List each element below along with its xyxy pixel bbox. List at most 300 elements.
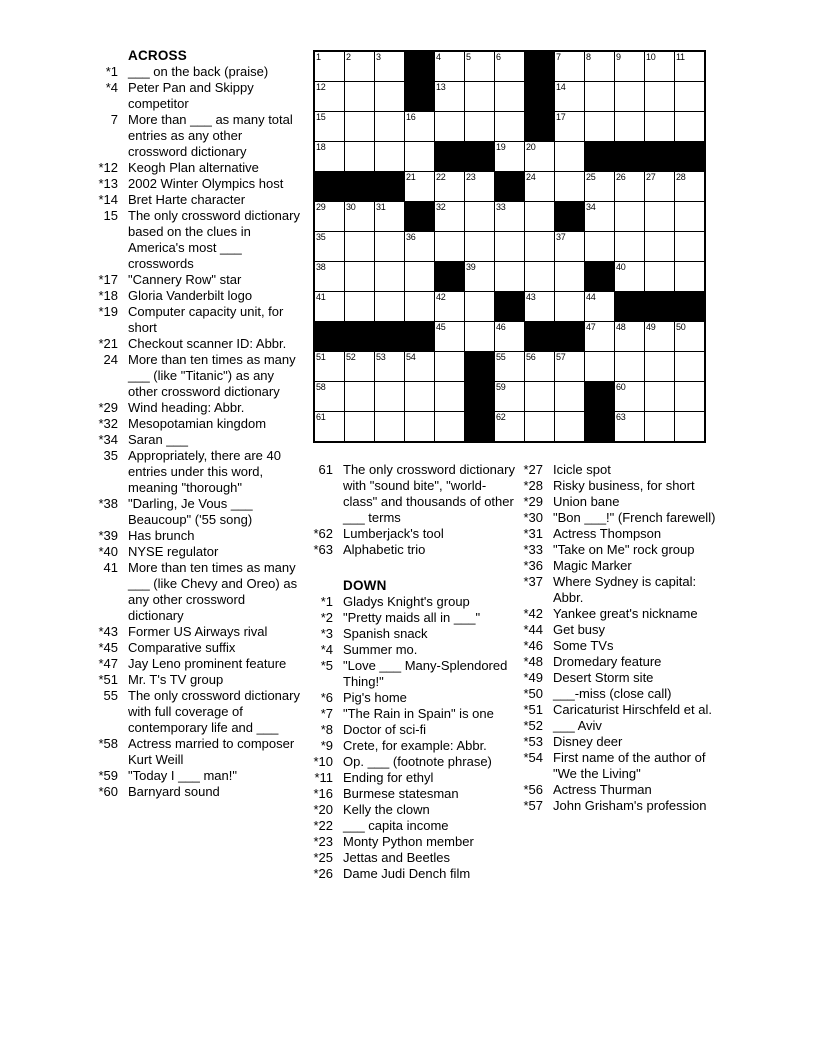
grid-cell-white[interactable] bbox=[375, 142, 404, 171]
grid-cell-white[interactable] bbox=[645, 202, 674, 231]
grid-cell-black bbox=[615, 142, 644, 171]
cell-number: 43 bbox=[526, 292, 536, 302]
clue-text: Alphabetic trio bbox=[343, 542, 426, 557]
cell-number: 1 bbox=[316, 52, 321, 62]
grid-cell-white[interactable] bbox=[645, 112, 674, 141]
down-clue bbox=[297, 754, 517, 770]
down-clue bbox=[507, 654, 729, 670]
clue-number: *38 bbox=[98, 496, 118, 511]
grid-cell-white[interactable] bbox=[375, 412, 404, 441]
grid-cell-black bbox=[555, 202, 584, 231]
clue-text: Jettas and Beetles bbox=[343, 850, 450, 865]
cell-number: 9 bbox=[616, 52, 621, 62]
grid-cell-white[interactable] bbox=[405, 262, 434, 291]
across-clue bbox=[82, 64, 300, 80]
down-clue bbox=[297, 610, 517, 626]
across-clue bbox=[82, 160, 300, 176]
clue-text: More than ___ as many total entries as any other crossword dictionary bbox=[128, 112, 293, 159]
across-clue bbox=[82, 112, 300, 160]
clue-text: "Cannery Row" star bbox=[128, 272, 242, 287]
grid-cell-white[interactable] bbox=[435, 82, 464, 111]
cell-number: 61 bbox=[316, 412, 326, 422]
grid-cell-white[interactable] bbox=[435, 382, 464, 411]
grid-cell-white[interactable] bbox=[525, 142, 554, 171]
grid-cell-white[interactable] bbox=[525, 382, 554, 411]
clue-text: Icicle spot bbox=[553, 462, 611, 477]
grid-cell-black bbox=[555, 322, 584, 351]
clue-text: Peter Pan and Skippy competitor bbox=[128, 80, 254, 111]
grid-cell-white[interactable] bbox=[495, 202, 524, 231]
clue-number: *11 bbox=[314, 770, 333, 785]
grid-cell-white[interactable] bbox=[675, 112, 704, 141]
cell-number: 37 bbox=[556, 232, 566, 242]
grid-cell-white[interactable] bbox=[645, 232, 674, 261]
grid-cell-white[interactable] bbox=[615, 382, 644, 411]
clue-text: "Love ___ Many-Splendored Thing!" bbox=[343, 658, 508, 689]
grid-cell-white[interactable] bbox=[435, 352, 464, 381]
clue-number: *47 bbox=[98, 656, 118, 671]
cell-number: 23 bbox=[466, 172, 476, 182]
clue-number: 7 bbox=[110, 112, 118, 127]
clue-number: *33 bbox=[523, 542, 543, 557]
grid-cell-white[interactable] bbox=[495, 262, 524, 291]
grid-cell-black bbox=[375, 322, 404, 351]
clue-text: "Today I ___ man!" bbox=[128, 768, 237, 783]
cell-number: 26 bbox=[616, 172, 626, 182]
grid-cell-white[interactable] bbox=[585, 52, 614, 81]
grid-cell-white[interactable] bbox=[525, 232, 554, 261]
clue-number: *51 bbox=[98, 672, 118, 687]
clue-number: *51 bbox=[523, 702, 543, 717]
cell-number: 5 bbox=[466, 52, 471, 62]
grid-cell-white[interactable] bbox=[555, 262, 584, 291]
grid-cell-white[interactable] bbox=[375, 382, 404, 411]
grid-cell-white[interactable] bbox=[345, 202, 374, 231]
grid-cell-white[interactable] bbox=[615, 412, 644, 441]
clue-number: *4 bbox=[105, 80, 118, 95]
cell-number: 24 bbox=[526, 172, 536, 182]
grid-cell-white[interactable] bbox=[435, 172, 464, 201]
cell-number: 6 bbox=[496, 52, 501, 62]
grid-cell-white[interactable] bbox=[555, 292, 584, 321]
clue-number: *28 bbox=[523, 478, 543, 493]
clue-text: Checkout scanner ID: Abbr. bbox=[128, 336, 287, 351]
clue-text: Kelly the clown bbox=[343, 802, 430, 817]
grid-cell-white[interactable] bbox=[555, 52, 584, 81]
grid-cell-white[interactable] bbox=[615, 262, 644, 291]
grid-cell-white[interactable] bbox=[615, 322, 644, 351]
grid-cell-white[interactable] bbox=[645, 412, 674, 441]
grid-cell-white[interactable] bbox=[465, 52, 494, 81]
across-clue bbox=[82, 432, 300, 448]
grid-cell-white[interactable] bbox=[555, 352, 584, 381]
cell-number: 14 bbox=[556, 82, 566, 92]
across-clue bbox=[82, 288, 300, 304]
cell-number: 41 bbox=[316, 292, 326, 302]
grid-cell-white[interactable] bbox=[315, 382, 344, 411]
grid-cell-white[interactable] bbox=[585, 202, 614, 231]
clue-text: ___ on the back (praise) bbox=[128, 64, 269, 79]
cell-number: 40 bbox=[616, 262, 626, 272]
grid-cell-white[interactable] bbox=[375, 292, 404, 321]
grid-cell-white[interactable] bbox=[405, 142, 434, 171]
clue-number: *18 bbox=[98, 288, 118, 303]
grid-cell-white[interactable] bbox=[525, 352, 554, 381]
cell-number: 62 bbox=[496, 412, 506, 422]
clue-number: *53 bbox=[523, 734, 543, 749]
grid-cell-white[interactable] bbox=[315, 232, 344, 261]
grid-cell-white[interactable] bbox=[555, 232, 584, 261]
grid-cell-white[interactable] bbox=[345, 82, 374, 111]
across-clue bbox=[82, 688, 300, 736]
cell-number: 55 bbox=[496, 352, 506, 362]
grid-cell-white[interactable] bbox=[375, 112, 404, 141]
clue-number: 41 bbox=[103, 560, 118, 575]
grid-cell-white[interactable] bbox=[645, 382, 674, 411]
grid-cell-white[interactable] bbox=[465, 292, 494, 321]
grid-cell-white[interactable] bbox=[465, 322, 494, 351]
grid-cell-white[interactable] bbox=[555, 82, 584, 111]
clue-number: *30 bbox=[523, 510, 543, 525]
grid-cell-white[interactable] bbox=[675, 172, 704, 201]
grid-cell-black bbox=[345, 322, 374, 351]
grid-cell-black bbox=[315, 172, 344, 201]
clue-text: Jay Leno prominent feature bbox=[128, 656, 287, 671]
clue-number: *22 bbox=[313, 818, 333, 833]
grid-cell-black bbox=[465, 412, 494, 441]
down-clue bbox=[297, 594, 517, 610]
grid-cell-white[interactable] bbox=[315, 292, 344, 321]
grid-cell-white[interactable] bbox=[315, 52, 344, 81]
grid-cell-white[interactable] bbox=[435, 412, 464, 441]
clue-text: The only crossword dictionary based on the clues in America's most ___ crosswords bbox=[128, 208, 300, 271]
down-clue bbox=[297, 850, 517, 866]
grid-cell-white[interactable] bbox=[645, 82, 674, 111]
grid-cell-white[interactable] bbox=[525, 412, 554, 441]
grid-cell-white[interactable] bbox=[495, 112, 524, 141]
grid-cell-white[interactable] bbox=[375, 352, 404, 381]
grid-cell-black bbox=[495, 172, 524, 201]
grid-cell-white[interactable] bbox=[345, 382, 374, 411]
across-clue bbox=[82, 560, 300, 624]
grid-cell-white[interactable] bbox=[615, 172, 644, 201]
cell-number: 32 bbox=[436, 202, 446, 212]
grid-cell-white[interactable] bbox=[375, 232, 404, 261]
cell-number: 4 bbox=[436, 52, 441, 62]
clue-text: ___-miss (close call) bbox=[553, 686, 672, 701]
clue-number: *36 bbox=[523, 558, 543, 573]
across-clue bbox=[82, 304, 300, 336]
cell-number: 52 bbox=[346, 352, 356, 362]
down-clue bbox=[507, 798, 729, 814]
grid-cell-white[interactable] bbox=[585, 292, 614, 321]
across-clue bbox=[82, 176, 300, 192]
grid-cell-white[interactable] bbox=[345, 52, 374, 81]
clue-number: *6 bbox=[320, 690, 333, 705]
cell-number: 2 bbox=[346, 52, 351, 62]
clue-text: ___ capita income bbox=[343, 818, 449, 833]
clue-number: *49 bbox=[523, 670, 543, 685]
clue-text: Summer mo. bbox=[343, 642, 418, 657]
across-clue bbox=[82, 656, 300, 672]
right-clues-column bbox=[507, 462, 729, 814]
clue-number: *17 bbox=[98, 272, 118, 287]
down-clue bbox=[507, 702, 729, 718]
down-clue bbox=[507, 494, 729, 510]
clue-text: Gloria Vanderbilt logo bbox=[128, 288, 253, 303]
grid-cell-white[interactable] bbox=[465, 82, 494, 111]
across-clue bbox=[82, 528, 300, 544]
grid-cell-white[interactable] bbox=[615, 82, 644, 111]
grid-cell-black bbox=[435, 262, 464, 291]
grid-cell-white[interactable] bbox=[495, 382, 524, 411]
clue-number: *37 bbox=[523, 574, 543, 589]
grid-cell-white[interactable] bbox=[345, 292, 374, 321]
grid-cell-white[interactable] bbox=[615, 112, 644, 141]
grid-cell-white[interactable] bbox=[435, 292, 464, 321]
clue-text: More than ten times as many ___ (like "Titanic") as any other crossword dictionary bbox=[128, 352, 296, 399]
grid-cell-white[interactable] bbox=[465, 172, 494, 201]
down-clue bbox=[297, 770, 517, 786]
grid-cell-white[interactable] bbox=[405, 412, 434, 441]
grid-cell-white[interactable] bbox=[375, 52, 404, 81]
cell-number: 34 bbox=[586, 202, 596, 212]
grid-cell-white[interactable] bbox=[585, 112, 614, 141]
clue-text: Monty Python member bbox=[343, 834, 474, 849]
grid-cell-white[interactable] bbox=[345, 232, 374, 261]
grid-cell-white[interactable] bbox=[675, 412, 704, 441]
across-clues-column bbox=[82, 48, 300, 800]
grid-cell-white[interactable] bbox=[375, 202, 404, 231]
grid-cell-white[interactable] bbox=[435, 232, 464, 261]
clue-text: 2002 Winter Olympics host bbox=[128, 176, 284, 191]
grid-cell-white[interactable] bbox=[675, 352, 704, 381]
clue-text: John Grisham's profession bbox=[553, 798, 707, 813]
across-clue bbox=[297, 462, 517, 526]
clue-text: Some TVs bbox=[553, 638, 614, 653]
cell-number: 38 bbox=[316, 262, 326, 272]
grid-cell-white[interactable] bbox=[345, 112, 374, 141]
grid-cell-white[interactable] bbox=[465, 112, 494, 141]
grid-cell-white[interactable] bbox=[615, 352, 644, 381]
grid-cell-white[interactable] bbox=[675, 262, 704, 291]
grid-cell-white[interactable] bbox=[615, 202, 644, 231]
grid-cell-white[interactable] bbox=[465, 262, 494, 291]
grid-cell-white[interactable] bbox=[435, 52, 464, 81]
grid-cell-white[interactable] bbox=[585, 172, 614, 201]
down-clue bbox=[297, 786, 517, 802]
grid-cell-white[interactable] bbox=[495, 142, 524, 171]
clue-text: Spanish snack bbox=[343, 626, 428, 641]
clue-number: *31 bbox=[523, 526, 543, 541]
across-clue bbox=[82, 544, 300, 560]
down-clue bbox=[507, 622, 729, 638]
clue-text: Desert Storm site bbox=[553, 670, 654, 685]
clue-number: *29 bbox=[523, 494, 543, 509]
clue-number: *10 bbox=[313, 754, 333, 769]
grid-cell-white[interactable] bbox=[525, 292, 554, 321]
clue-number: *62 bbox=[313, 526, 333, 541]
across-clue bbox=[82, 672, 300, 688]
clue-number: *12 bbox=[98, 160, 118, 175]
down-clue bbox=[507, 734, 729, 750]
clue-number: 24 bbox=[103, 352, 118, 367]
clue-text: Barnyard sound bbox=[128, 784, 220, 799]
grid-cell-white[interactable] bbox=[495, 412, 524, 441]
cell-number: 45 bbox=[436, 322, 446, 332]
clue-number: 35 bbox=[103, 448, 118, 463]
grid-cell-white[interactable] bbox=[675, 52, 704, 81]
grid-cell-white[interactable] bbox=[645, 172, 674, 201]
grid-cell-white[interactable] bbox=[375, 262, 404, 291]
across-clue bbox=[82, 624, 300, 640]
grid-cell-white[interactable] bbox=[405, 232, 434, 261]
clue-text: Yankee great's nickname bbox=[553, 606, 698, 621]
grid-cell-white[interactable] bbox=[495, 52, 524, 81]
grid-cell-white[interactable] bbox=[615, 52, 644, 81]
across-clue bbox=[82, 496, 300, 528]
grid-cell-white[interactable] bbox=[435, 202, 464, 231]
grid-cell-white[interactable] bbox=[495, 232, 524, 261]
grid-cell-white[interactable] bbox=[345, 262, 374, 291]
cell-number: 27 bbox=[646, 172, 656, 182]
grid-cell-black bbox=[675, 292, 704, 321]
clue-text: "Pretty maids all in ___" bbox=[343, 610, 481, 625]
across-clue bbox=[82, 80, 300, 112]
grid-cell-white[interactable] bbox=[525, 262, 554, 291]
clue-number: *19 bbox=[98, 304, 118, 319]
grid-cell-black bbox=[465, 352, 494, 381]
grid-cell-white[interactable] bbox=[405, 292, 434, 321]
grid-cell-black bbox=[585, 382, 614, 411]
grid-cell-black bbox=[645, 292, 674, 321]
clue-number: *58 bbox=[98, 736, 118, 751]
grid-cell-black bbox=[645, 142, 674, 171]
grid-cell-white[interactable] bbox=[405, 172, 434, 201]
grid-cell-white[interactable] bbox=[585, 322, 614, 351]
grid-cell-white[interactable] bbox=[315, 202, 344, 231]
cell-number: 30 bbox=[346, 202, 356, 212]
clue-number: *7 bbox=[320, 706, 333, 721]
clue-number: 61 bbox=[318, 462, 333, 477]
down-clue bbox=[507, 478, 729, 494]
grid-cell-white[interactable] bbox=[555, 172, 584, 201]
grid-cell-white[interactable] bbox=[645, 352, 674, 381]
grid-cell-white[interactable] bbox=[555, 412, 584, 441]
cell-number: 56 bbox=[526, 352, 536, 362]
grid-cell-white[interactable] bbox=[645, 262, 674, 291]
down-clue bbox=[297, 866, 517, 882]
clue-number: *40 bbox=[98, 544, 118, 559]
grid-cell-white[interactable] bbox=[675, 232, 704, 261]
clue-text: More than ten times as many ___ (like Chevy and Oreo) as any other crossword dictionary bbox=[128, 560, 298, 623]
grid-cell-white[interactable] bbox=[315, 112, 344, 141]
grid-cell-black bbox=[435, 142, 464, 171]
grid-cell-white[interactable] bbox=[675, 382, 704, 411]
down-clue bbox=[297, 690, 517, 706]
grid-cell-white[interactable] bbox=[555, 382, 584, 411]
down-clue bbox=[297, 642, 517, 658]
grid-cell-white[interactable] bbox=[345, 352, 374, 381]
grid-cell-white[interactable] bbox=[315, 142, 344, 171]
grid-cell-white[interactable] bbox=[345, 412, 374, 441]
clue-text: Keogh Plan alternative bbox=[128, 160, 259, 175]
cell-number: 20 bbox=[526, 142, 536, 152]
clue-number: *42 bbox=[523, 606, 543, 621]
grid-cell-white[interactable] bbox=[435, 322, 464, 351]
grid-cell-white[interactable] bbox=[435, 112, 464, 141]
clue-number: *39 bbox=[98, 528, 118, 543]
clue-text: Comparative suffix bbox=[128, 640, 236, 655]
down-clue bbox=[507, 670, 729, 686]
cell-number: 12 bbox=[316, 82, 326, 92]
grid-cell-white[interactable] bbox=[675, 202, 704, 231]
grid-cell-white[interactable] bbox=[645, 322, 674, 351]
clue-text: "Darling, Je Vous ___ Beaucoup" ('55 song) bbox=[128, 496, 253, 527]
grid-cell-white[interactable] bbox=[585, 352, 614, 381]
grid-cell-white[interactable] bbox=[525, 202, 554, 231]
grid-cell-white[interactable] bbox=[495, 82, 524, 111]
grid-cell-black bbox=[585, 142, 614, 171]
clue-number: *45 bbox=[98, 640, 118, 655]
grid-cell-white[interactable] bbox=[555, 112, 584, 141]
grid-cell-black bbox=[615, 292, 644, 321]
grid-cell-white[interactable] bbox=[405, 112, 434, 141]
clue-text: NYSE regulator bbox=[128, 544, 219, 559]
grid-cell-white[interactable] bbox=[315, 412, 344, 441]
grid-cell-white[interactable] bbox=[315, 262, 344, 291]
grid-cell-white[interactable] bbox=[495, 352, 524, 381]
grid-cell-white[interactable] bbox=[405, 352, 434, 381]
grid-cell-white[interactable] bbox=[315, 352, 344, 381]
cell-number: 8 bbox=[586, 52, 591, 62]
grid-cell-black bbox=[315, 322, 344, 351]
grid-cell-white[interactable] bbox=[585, 82, 614, 111]
grid-cell-white[interactable] bbox=[345, 142, 374, 171]
clue-text: Lumberjack's tool bbox=[343, 526, 444, 541]
clue-text: The only crossword dictionary with "sound bite", "world-class" and thousands of other ___ terms bbox=[343, 462, 515, 525]
grid-cell-white[interactable] bbox=[675, 322, 704, 351]
clue-text: Pig's home bbox=[343, 690, 407, 705]
cell-number: 53 bbox=[376, 352, 386, 362]
across-clue-list bbox=[82, 64, 300, 800]
grid-cell-white[interactable] bbox=[555, 142, 584, 171]
grid-cell-white[interactable] bbox=[645, 52, 674, 81]
down-clue bbox=[297, 626, 517, 642]
grid-cell-white[interactable] bbox=[465, 202, 494, 231]
grid-cell-white[interactable] bbox=[495, 322, 524, 351]
clue-number: *54 bbox=[523, 750, 543, 765]
grid-cell-white[interactable] bbox=[675, 82, 704, 111]
down-clue bbox=[507, 558, 729, 574]
grid-cell-black bbox=[405, 82, 434, 111]
grid-cell-white[interactable] bbox=[465, 232, 494, 261]
grid-cell-white[interactable] bbox=[615, 232, 644, 261]
grid-cell-white[interactable] bbox=[375, 82, 404, 111]
grid-cell-white[interactable] bbox=[315, 82, 344, 111]
clue-number: *16 bbox=[313, 786, 333, 801]
across-clue bbox=[82, 400, 300, 416]
cell-number: 17 bbox=[556, 112, 566, 122]
middle-clues-column bbox=[297, 462, 517, 882]
cell-number: 19 bbox=[496, 142, 506, 152]
grid-cell-white[interactable] bbox=[405, 382, 434, 411]
clue-number: *4 bbox=[320, 642, 333, 657]
grid-cell-white[interactable] bbox=[525, 172, 554, 201]
grid-cell-white[interactable] bbox=[585, 232, 614, 261]
clue-number: *27 bbox=[523, 462, 543, 477]
clue-number: *52 bbox=[523, 718, 543, 733]
